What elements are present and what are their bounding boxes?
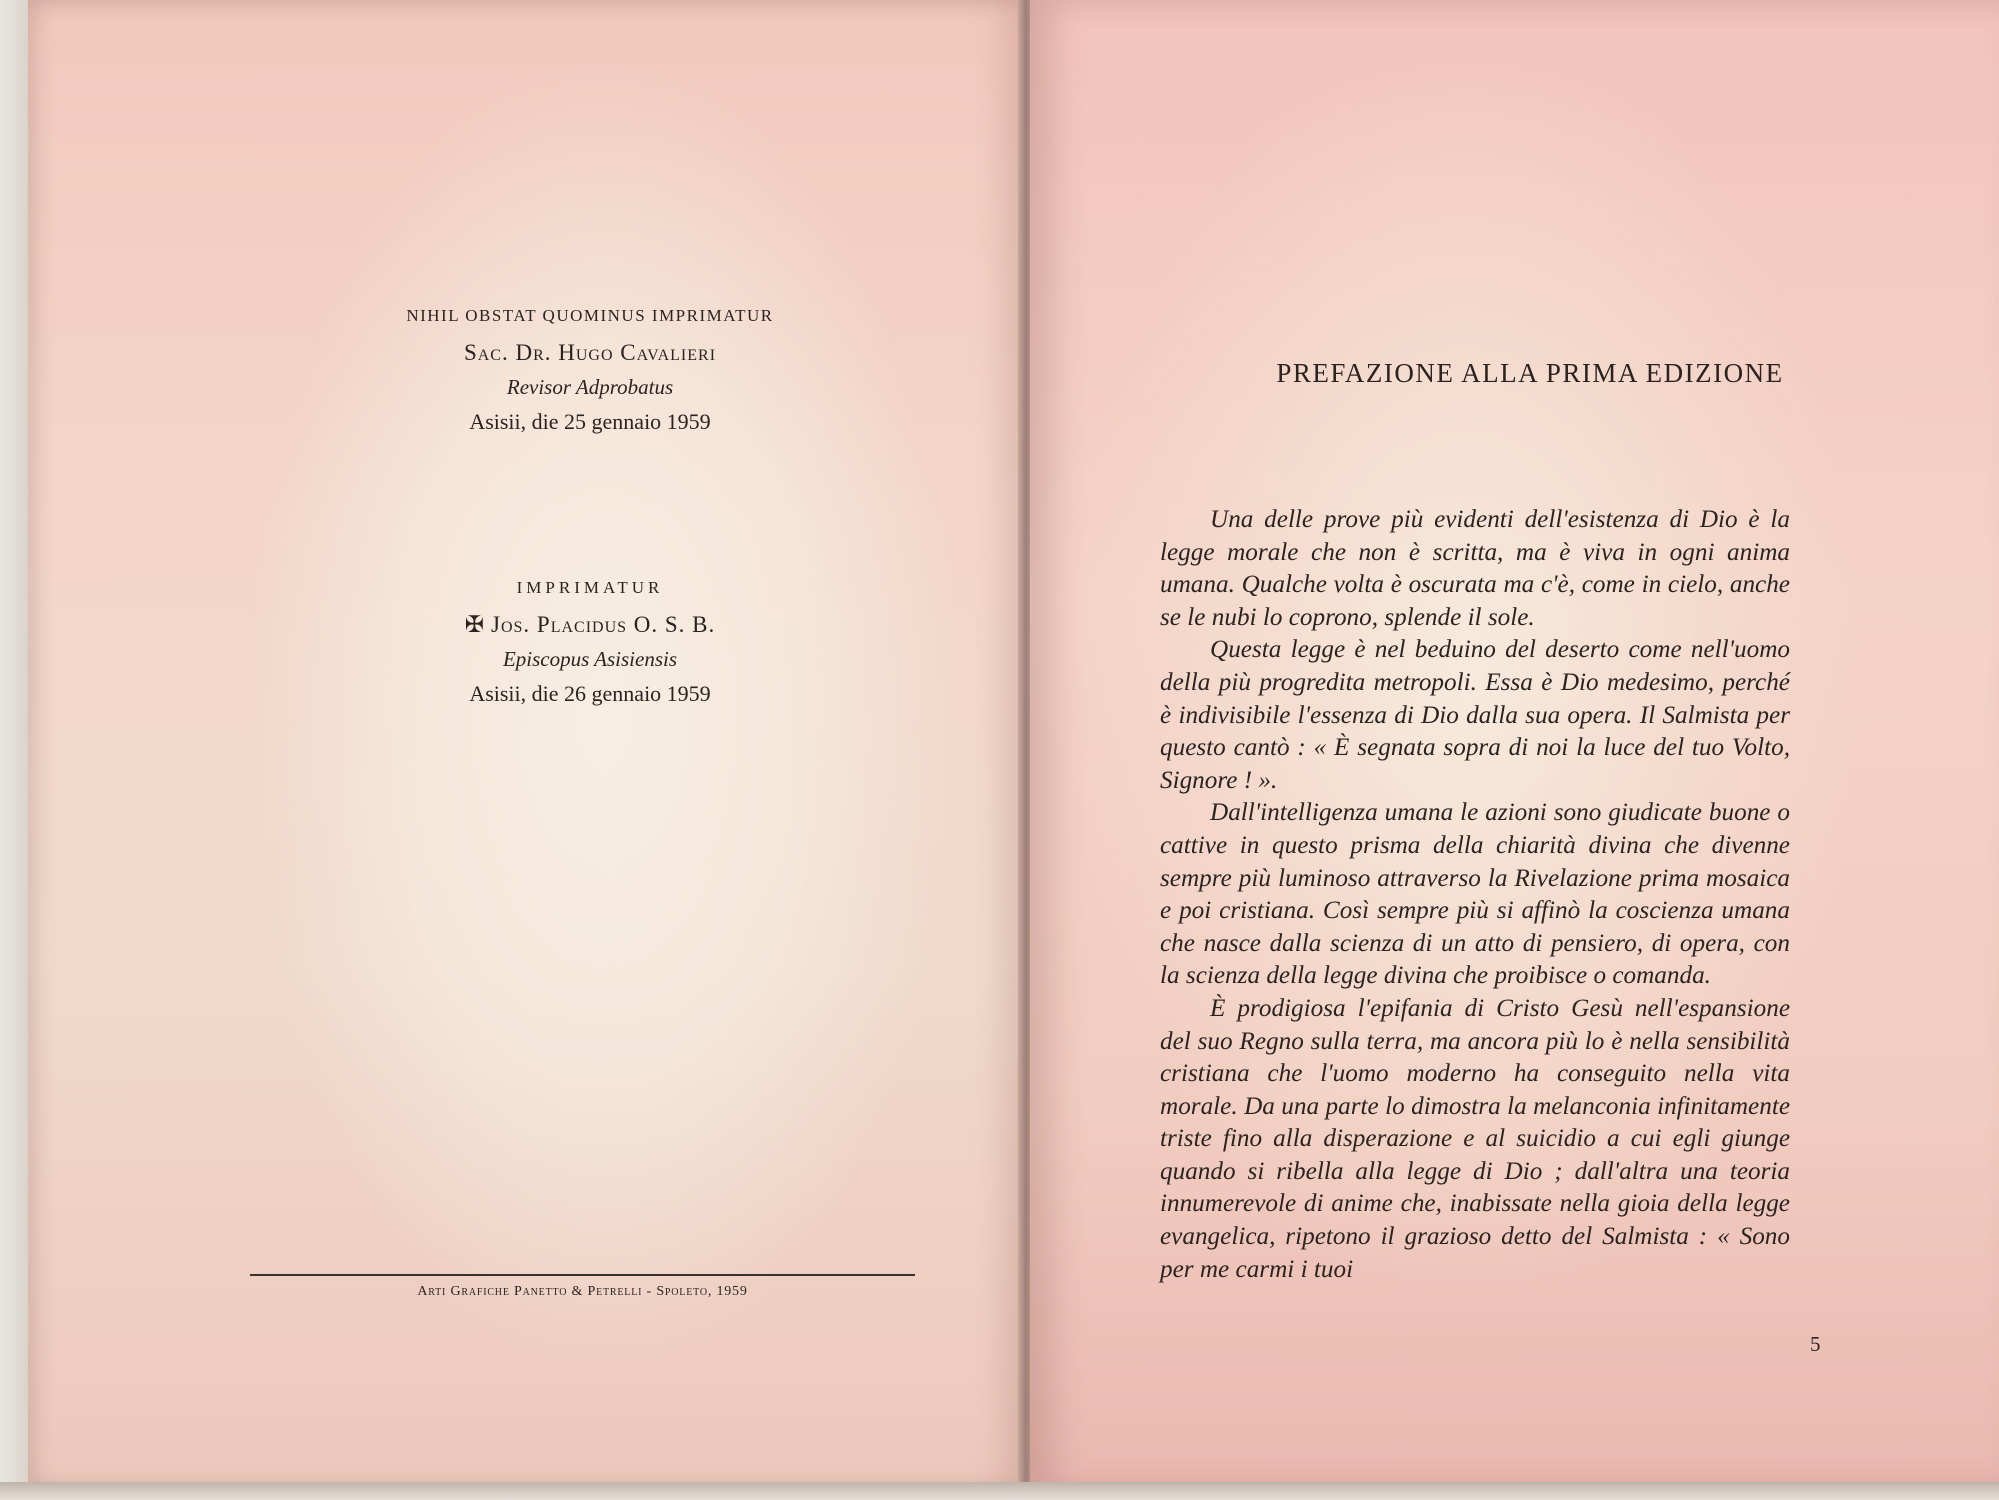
nihil-obstat-date: Asisii, die 25 gennaio 1959 xyxy=(469,409,711,434)
preface-paragraph: È prodigiosa l'epifania di Cristo Gesù nell'espansione del suo Regno sulla terra, ma ancora più lo è nella sensibilità cristiana che l'uomo moderno ha conseguito nella vita morale. Da una parte lo dimostra la melanconia infinitamente triste fino alla disperazione e al suicidio a cui egli giunge quando si ribella alla legge di Dio ; dall'altra una teoria innumerevole di anime che, inabissate nella gioia della legge evangelica, ripetono il grazioso detto del Salmista : « Sono per me carmi i tuoi xyxy=(1160,994,1790,1283)
printer-imprint: Arti Grafiche Panetto & Petrelli - Spoleto, 1959 xyxy=(417,1284,748,1299)
right-page xyxy=(1030,0,1999,1490)
preface-body xyxy=(1160,504,1790,1286)
printer-divider xyxy=(250,1274,915,1276)
book-edge-left xyxy=(0,0,30,1500)
reviser-name: Sac. Dr. Hugo Cavalieri xyxy=(463,340,717,365)
bishop-name-line xyxy=(300,608,880,642)
left-page xyxy=(28,0,1022,1490)
preface-paragraph: Dall'intelligenza umana le azioni sono giudicate buone o cattive in questo prisma della chiarità divina che divenne sempre più luminoso attraverso la Rivelazione prima mosaica e poi cristiana. Così sempre più si affinò la coscienza umana che nasce dalla scienza di un atto di pensiero, di opera, con la scienza della legge divina che proibisce o comanda. xyxy=(1160,799,1790,990)
chapter-title: PREFAZIONE ALLA PRIMA EDIZIONE xyxy=(1276,358,1784,388)
bishop-name: Jos. Placidus O. S. B. xyxy=(491,612,716,637)
book-edge-bottom xyxy=(0,1482,1999,1500)
bishop-role: Episcopus Asisiensis xyxy=(502,647,678,671)
cross-icon: ✠ xyxy=(464,612,485,637)
imprimatur-date: Asisii, die 26 gennaio 1959 xyxy=(469,681,711,706)
nihil-obstat-block xyxy=(300,304,880,440)
preface-paragraph: Una delle prove più evidenti dell'esistenza di Dio è la legge morale che non è scritta, ma è viva in ogni anima umana. Qualche volta è oscurata ma c'è, come in cielo, anche se le nubi lo coprono, splende il sole. xyxy=(1160,506,1790,631)
imprimatur-heading: IMPRIMATUR xyxy=(516,578,664,597)
imprimatur-block xyxy=(300,576,880,712)
nihil-obstat-heading: NIHIL OBSTAT QUOMINUS IMPRIMATUR xyxy=(406,306,774,325)
preface-paragraph: Questa legge è nel beduino del deserto come nell'uomo della più progredita metropoli. Essa è Dio medesimo, perché è indivisibile l'essenza di Dio dalla sua opera. Il Salmista per questo cantò : « È segnata sopra di noi la luce del tuo Volto, Signore ! ». xyxy=(1160,636,1790,794)
page-number: 5 xyxy=(1810,1332,1821,1356)
reviser-role: Revisor Adprobatus xyxy=(506,375,674,399)
